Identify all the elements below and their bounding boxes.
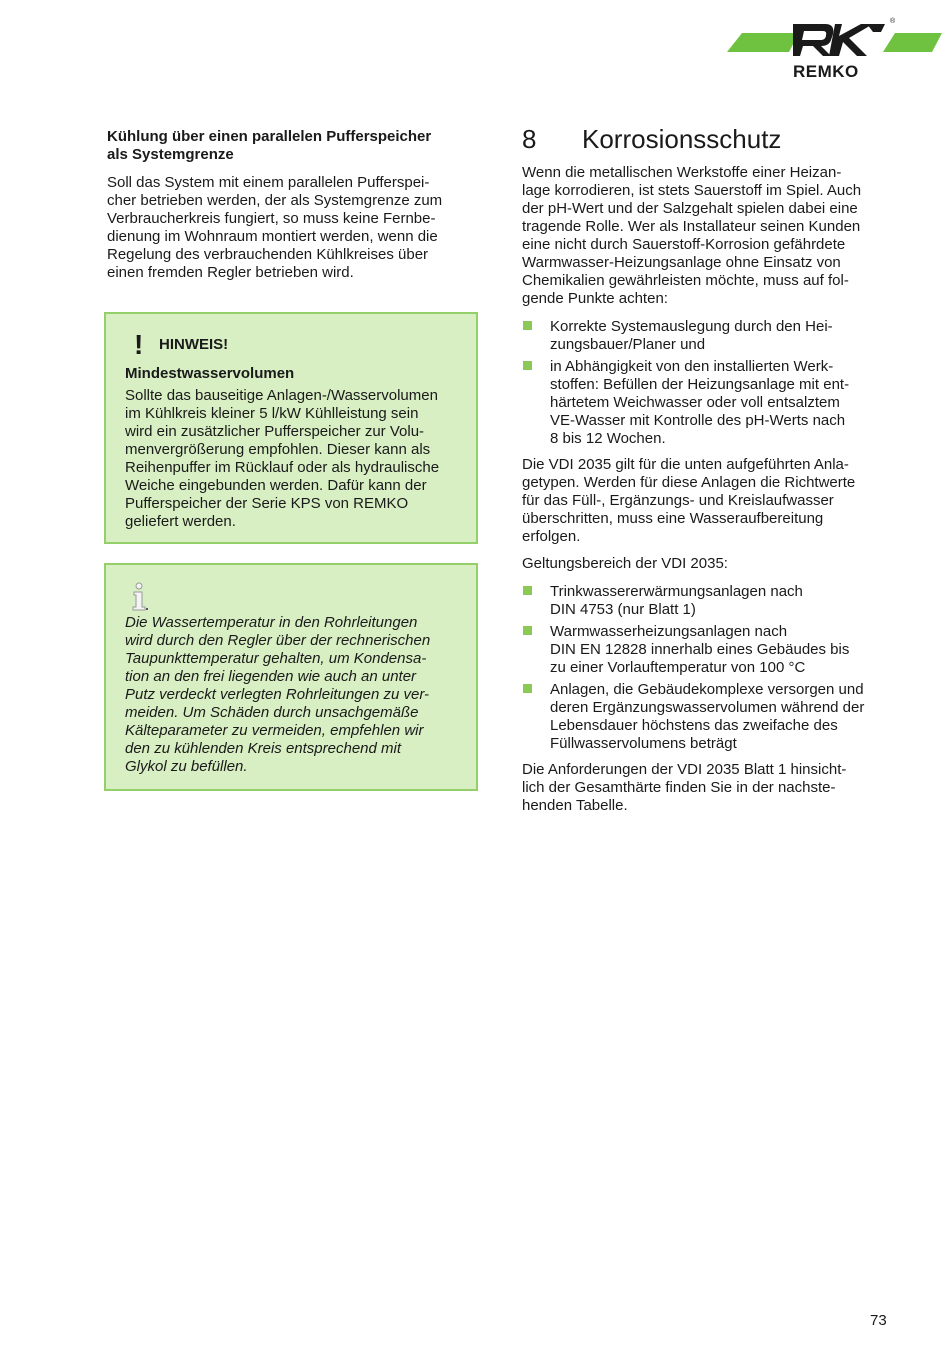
text-line: DIN 4753 (nur Blatt 1) bbox=[550, 601, 696, 618]
paragraph-pufferspeicher bbox=[107, 174, 479, 282]
bullet-square-icon bbox=[523, 361, 532, 370]
text-line: Die Anforderungen der VDI 2035 Blatt 1 hinsicht- bbox=[522, 761, 847, 778]
list-item bbox=[522, 681, 900, 753]
bullet-square-icon bbox=[523, 586, 532, 595]
text-line: Warmwasserheizungsanlagen nach bbox=[550, 623, 788, 640]
text-line: dienung im Wohnraum montiert werden, wenn die bbox=[107, 228, 438, 245]
info-body bbox=[125, 614, 470, 776]
text-line: tion an den frei liegenden wie auch an unter bbox=[125, 668, 417, 685]
text-line: cher betrieben werden, der als Systemgrenze zum bbox=[107, 192, 443, 209]
text-line: VE-Wasser mit Kontrolle des pH-Werts nach bbox=[550, 412, 846, 429]
section-heading-pufferspeicher bbox=[107, 128, 479, 164]
text-line: wird ein zusätzlicher Pufferspeicher zur Volu- bbox=[125, 423, 425, 440]
brand-name: REMKO bbox=[793, 62, 859, 81]
section-title bbox=[522, 122, 781, 156]
text-line: zungsbauer/Planer und bbox=[550, 336, 706, 353]
paragraph-scope: Geltungsbereich der VDI 2035: bbox=[522, 555, 728, 572]
text-line: Korrekte Systemauslegung durch den Hei- bbox=[550, 318, 833, 335]
text-line: Warmwasser-Heizungsanlage ohne Einsatz von bbox=[522, 254, 841, 271]
text-line: Die Wassertemperatur in den Rohrleitungen bbox=[125, 614, 418, 631]
text-line: tragende Rolle. Wer als Installateur seinen Kunden bbox=[522, 218, 861, 235]
text-line: Trinkwassererwärmungsanlagen nach bbox=[550, 583, 803, 600]
bullet-square-icon bbox=[523, 321, 532, 330]
text-line: lich der Gesamthärte finden Sie in der nachste- bbox=[522, 779, 836, 796]
bullet-list-points bbox=[522, 318, 900, 452]
paragraph-vdi bbox=[522, 456, 900, 546]
text-line: getypen. Werden für diese Anlagen die Richtwerte bbox=[522, 474, 856, 491]
bullet-list-scope bbox=[522, 583, 900, 757]
list-item bbox=[522, 318, 900, 354]
text-line: geliefert werden. bbox=[125, 513, 236, 530]
info-icon bbox=[130, 582, 150, 612]
text-line: 8 bis 12 Wochen. bbox=[550, 430, 666, 447]
notice-title: Mindestwasservolumen bbox=[125, 365, 295, 382]
paragraph-requirements bbox=[522, 761, 900, 815]
bullet-square-icon bbox=[523, 626, 532, 635]
paragraph-intro bbox=[522, 164, 900, 308]
page-number: 73 bbox=[870, 1312, 887, 1329]
text-line: Putz verdeckt verlegten Rohrleitungen zu ver- bbox=[125, 686, 430, 703]
text-line: lage korrodieren, ist stets Sauerstoff im Spiel. Auch bbox=[522, 182, 862, 199]
heading-line: als Systemgrenze bbox=[107, 146, 234, 163]
text-line: Weiche eingebunden werden. Dafür kann der bbox=[125, 477, 427, 494]
registered-mark: ® bbox=[890, 18, 896, 25]
list-item bbox=[522, 583, 900, 619]
text-line: Lebensdauer höchstens das zweifache des bbox=[550, 717, 838, 734]
text-line: Kälteparameter zu vermeiden, empfehlen wir bbox=[125, 722, 424, 739]
exclamation-icon: ! bbox=[134, 329, 144, 360]
list-item bbox=[522, 623, 900, 677]
text-line: in Abhängigkeit von den installierten Werk- bbox=[550, 358, 834, 375]
section-title-text: Korrosionsschutz bbox=[582, 124, 782, 154]
text-line: stoffen: Befüllen der Heizungsanlage mit ent- bbox=[550, 376, 850, 393]
text-line: den zu kühlenden Kreis entsprechend mit bbox=[125, 740, 402, 757]
list-item bbox=[522, 358, 900, 448]
text-line: erfolgen. bbox=[522, 528, 581, 545]
text-line: Füllwasservolumens beträgt bbox=[550, 735, 737, 752]
text-line: überschritten, muss eine Wasseraufbereitung bbox=[522, 510, 824, 527]
text-line: Reihenpuffer im Rücklauf oder als hydraulische bbox=[125, 459, 440, 476]
bullet-square-icon bbox=[523, 684, 532, 693]
text-line: Wenn die metallischen Werkstoffe einer Heizan- bbox=[522, 164, 842, 181]
text-line: DIN EN 12828 innerhalb eines Gebäudes bis bbox=[550, 641, 850, 658]
text-line: eine nicht durch Sauerstoff-Korrosion gefährdete bbox=[522, 236, 846, 253]
text-line: härtetem Weichwasser oder voll entsalztem bbox=[550, 394, 840, 411]
text-line: Anlagen, die Gebäudekomplexe versorgen und bbox=[550, 681, 864, 698]
text-line: meiden. Um Schäden durch unsachgemäße bbox=[125, 704, 419, 721]
notice-body bbox=[125, 387, 470, 531]
text-line: im Kühlkreis kleiner 5 l/kW Kühlleistung sein bbox=[125, 405, 419, 422]
text-line: Soll das System mit einem parallelen Pufferspei- bbox=[107, 174, 430, 191]
text-line: Verbraucherkreis fungiert, so muss keine Fernbe- bbox=[107, 210, 436, 227]
text-line: henden Tabelle. bbox=[522, 797, 628, 814]
text-line: wird durch den Regler über der rechnerischen bbox=[125, 632, 431, 649]
section-number: 8 bbox=[522, 124, 537, 154]
text-line: Die VDI 2035 gilt für die unten aufgeführten Anla- bbox=[522, 456, 849, 473]
text-line: zu einer Vorlauftemperatur von 100 °C bbox=[550, 659, 806, 676]
text-line: Regelung des verbrauchenden Kühlkreises über bbox=[107, 246, 429, 263]
text-line: Chemikalien gewährleisten möchte, muss auf fol- bbox=[522, 272, 849, 289]
text-line: der pH-Wert und der Salzgehalt spielen dabei eine bbox=[522, 200, 858, 217]
text-line: deren Ergänzungswasservolumen während der bbox=[550, 699, 865, 716]
text-line: gende Punkte achten: bbox=[522, 290, 668, 307]
text-line: Glykol zu befüllen. bbox=[125, 758, 248, 775]
text-line: Sollte das bauseitige Anlagen-/Wasservolumen bbox=[125, 387, 438, 404]
notice-label: HINWEIS! bbox=[159, 336, 229, 353]
text-line: für das Füll-, Ergänzungs- und Kreislaufwasser bbox=[522, 492, 834, 509]
text-line: einen fremden Regler betrieben wird. bbox=[107, 264, 354, 281]
heading-line: Kühlung über einen parallelen Pufferspeicher bbox=[107, 128, 432, 145]
text-line: Pufferspeicher der Serie KPS von REMKO bbox=[125, 495, 409, 512]
text-line: menvergrößerung empfohlen. Dieser kann als bbox=[125, 441, 431, 458]
text-line: Taupunkttemperatur gehalten, um Kondensa- bbox=[125, 650, 427, 667]
